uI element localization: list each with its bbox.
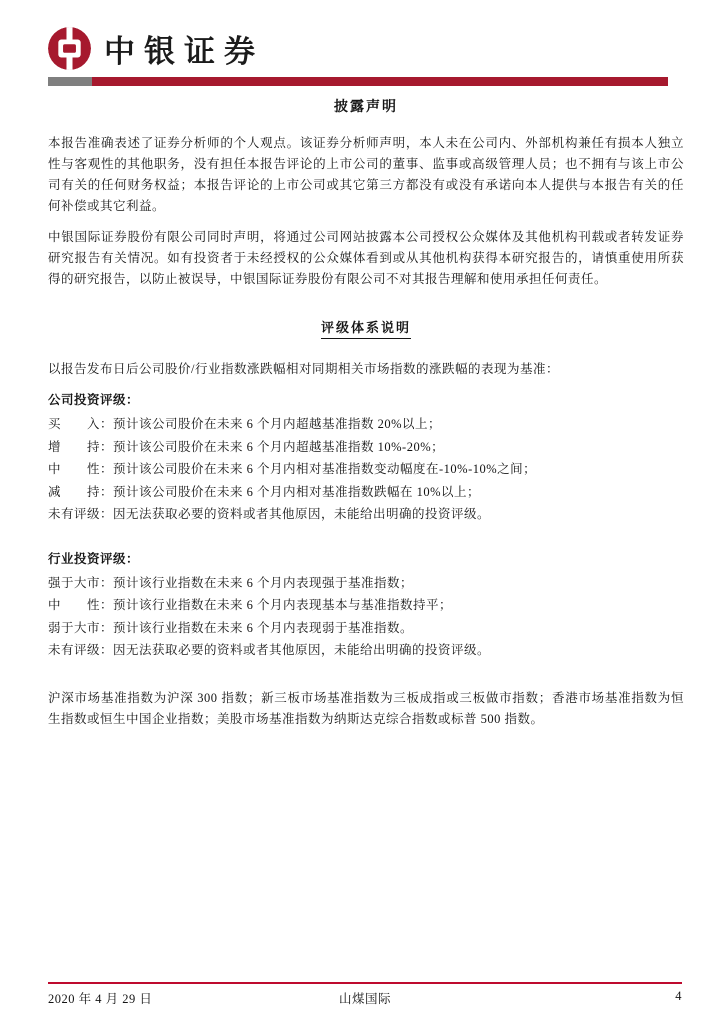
company-rating-reduce: 减 持：预计该公司股价在未来 6 个月内相对基准指数跌幅在 10%以上； xyxy=(48,484,481,499)
boc-logo-icon xyxy=(48,27,91,70)
brand-title: 中银证券 xyxy=(104,34,264,69)
industry-rating-neutral: 中 性：预计该行业指数在未来 6 个月内表现基本与基准指数持平； xyxy=(48,598,453,612)
disclosure-title: 披露声明 xyxy=(334,100,398,115)
industry-rating-heading: 行业投资评级： xyxy=(48,551,140,566)
disclosure-paragraph-2: 中银国际证券股份有限公司同时声明，将通过公司网站披露本公司授权公众媒体及其他机构刊载或者转发证券研究报告有关情况。如有投资者于未经授权的公众媒体看到或从其他机构获得本研究报告的，请慎重使用所获得的研究报告，以防止被误导，中银国际证券股份有限公司不对其报告理解和使用承担任何责任。 xyxy=(48,230,684,286)
header-rule xyxy=(48,77,668,86)
industry-rating-outperform: 强于大市：预计该行业指数在未来 6 个月内表现强于基准指数； xyxy=(48,575,414,590)
rating-system-title: 评级体系说明 xyxy=(321,317,411,339)
footer-doc-title: 山煤国际 xyxy=(338,992,391,1006)
header-rule-red-segment xyxy=(92,77,668,86)
brand-row xyxy=(48,26,684,71)
industry-rating-underperform: 弱于大市：预计该行业指数在未来 6 个月内表现弱于基准指数。 xyxy=(48,620,414,635)
company-rating-buy: 买 入：预计该公司股价在未来 6 个月内超越基准指数 20%以上； xyxy=(48,417,442,431)
benchmark-note: 沪深市场基准指数为沪深 300 指数；新三板市场基准指数为三板成指或三板做市指数；香港市场基准指数为恒生指数或恒生中国企业指数；美股市场基准指数为纳斯达克综合指数或标普 500 指数。 xyxy=(48,690,684,726)
company-rating-neutral: 中 性：预计该公司股价在未来 6 个月内相对基准指数变动幅度在-10%-10%之间； xyxy=(48,462,537,476)
benchmark-intro: 以报告发布日后公司股价/行业指数涨跌幅相对同期相关市场指数的涨跌幅的表现为基准： xyxy=(48,362,559,376)
footer-rule xyxy=(48,982,682,984)
company-rating-accumulate: 增 持：预计该公司股价在未来 6 个月内超越基准指数 10%-20%； xyxy=(48,439,445,454)
header xyxy=(48,26,684,71)
industry-rating-not-rated: 未有评级：因无法获取必要的资料或者其他原因，未能给出明确的投资评级。 xyxy=(48,643,491,657)
content xyxy=(48,96,684,730)
company-rating-not-rated: 未有评级：因无法获取必要的资料或者其他原因，未能给出明确的投资评级。 xyxy=(48,507,491,521)
footer-date: 2020 年 4 月 29 日 xyxy=(48,992,153,1006)
rating-system-title-wrap xyxy=(48,317,684,339)
disclosure-paragraph-1: 本报告准确表述了证券分析师的个人观点。该证券分析师声明，本人未在公司内、外部机构兼任有损本人独立性与客观性的其他职务，没有担任本报告评论的上市公司的董事、监事或高级管理人员；也不拥有与该上市公司有关的任何财务权益；本报告评论的上市公司或其它第三方都没有或没有承诺向本人提供与本报告有关的任何补偿或其它利益。 xyxy=(48,136,684,213)
industry-rating-list xyxy=(48,572,684,662)
company-rating-heading: 公司投资评级： xyxy=(48,393,140,407)
company-rating-list xyxy=(48,413,684,526)
footer-page-number: 4 xyxy=(675,989,682,1003)
header-rule-gray-segment xyxy=(48,77,92,86)
